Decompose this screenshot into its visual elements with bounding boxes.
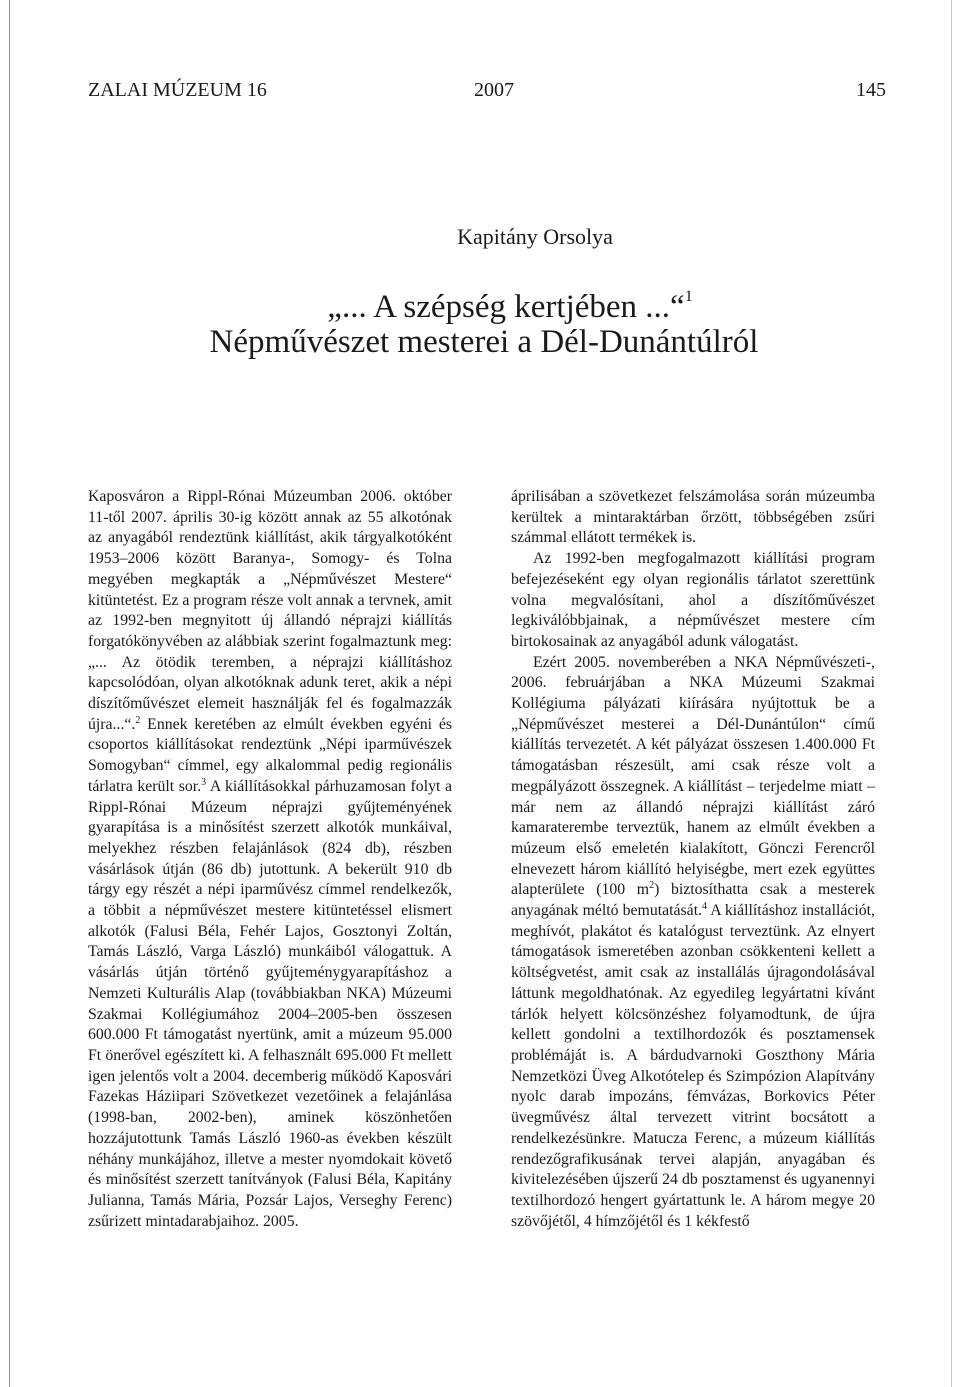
right-text-2: ) biztosíthatta csak a mesterek anyagának méltó bemutatását. — [511, 881, 876, 920]
square-meter-exponent: 2 — [649, 880, 655, 892]
footnote-ref-4: 4 — [702, 901, 708, 913]
footnote-ref-3: 3 — [201, 776, 207, 788]
left-column — [88, 487, 452, 1232]
scan-edge-right-top — [951, 0, 952, 1387]
scan-edge-left — [9, 0, 10, 1387]
left-text-2: Ennek keretében az elmúlt években egyéni és csoportos kiállításokat rendeztünk „Népi iparművészek Somogyban“ címmel, egy alkalommal pedig regionális tárlatra került sor. — [88, 715, 452, 795]
right-text-1: Ezért 2005. novemberében a NKA Népművészeti-, 2006. februárjában a NKA Múzeumi Szakmai Kollégiuma pályázati kiírására nyújtottuk be a „Népművészet mesterei a Dél-Dunántúlon“ című kiállítás tervezetét. A két pályázat összesen 1.400.000 Ft támogatásban részesült, ami csak része volt a megpályázott összegnek. A kiállítást – terjedelme miatt – már nem az állandó néprajzi kiállítást záró kamaraterembe terveztük, hanem az elmúlt években a múzeum első emeletén kialakított, Gönczi Ferencről elnevezett három kiállító helyiségbe, mert ezek együttes alapterülete (100 m — [511, 653, 875, 899]
publication-year: 2007 — [474, 79, 514, 101]
running-header — [88, 75, 886, 105]
left-text-1: Kaposváron a Rippl-Rónai Múzeumban 2006. október 11-től 2007. április 30-ig között annak az 55 alkotónak az anyagából rendeztünk kiállítást, akik tárgyalkotóként 1953–2006 között Baranya-, Somogy- és Tolna megyében megkapták a „Népművészet Mestere“ kitüntetést. Ez a program része volt annak a tervnek, amit az 1992-ben megnyitott új állandó néprajzi kiállítás forgatókönyvében az alábbiak szerint fogalmaztunk meg: „... Az ötödik teremben, a néprajzi kiállításhoz kapcsolódóan, olyan alkotóknak adunk teret, akik a népi díszítőművészet elemeit használják fel és fogalmazzák újra...“. — [88, 488, 452, 733]
author-name: Kapitány Orsolya — [457, 224, 613, 249]
right-paragraph-3 — [511, 653, 875, 1233]
right-column — [511, 487, 875, 1232]
right-paragraph-1: áprilisában a szövetkezet felszámolása során múzeumba kerültek a mintaraktárban őrzött, többségében zsűri számmal ellátott termékek is. — [511, 488, 875, 547]
footnote-ref-2: 2 — [135, 714, 141, 726]
right-text-3: A kiállításhoz installációt, meghívót, plakátot és katalógust terveztünk. Az elnyert támogatások ismeretében azonban csökkenteni kellett a költségvetést, amit csak az installálás újragondolásával láttunk megoldhatónak. Az egyedileg legyártatni kívánt tárlók helyett kölcsönzéshez folyamodtunk, de újra kellett gondolni a textilhordozók és posztamensek problémáját is. A bárdudvarnoki Goszthony Mária Nemzetközi Üveg Alkotótelep és Szimpózion Alapítvány nyolc darab impozáns, fémvázas, Borkovics Péter üvegművész által tervezett vitrint bocsátott a rendelkezésünkre. Matucza Ferenc, a múzeum kiállítás rendezőgrafikusának tervei alapján, anyagában és kivitelezésében újszerű 24 db posztamenst és ugyanennyi textilhordozó hengert gyártattunk le. A három megye 20 szövőjétől, 4 hímzőjétől és 1 kékfestő — [511, 902, 875, 1230]
left-paragraph — [88, 487, 452, 1232]
right-paragraph-2: Az 1992-ben megfogalmazott kiállítási program befejezéseként egy olyan regionális tárlatot szerettünk volna megvalósítani, ahol a díszítőművészet legkiválóbbjainak, a népművészet mestere cím birtokosainak az anyagából adunk válogatást. — [511, 550, 875, 650]
title-footnote-ref: 1 — [684, 288, 693, 305]
article-title-text: „... A szépség kertjében ...“ — [327, 289, 685, 325]
article-title — [0, 277, 960, 327]
journal-name: ZALAI MÚZEUM 16 — [88, 79, 267, 101]
left-text-3: A kiállításokkal párhuzamosan folyt a Rippl-Rónai Múzeum néprajzi gyűjteményének gyarapítása is a minősítést szerzett alkotók munkáival, melyekhez részben felajánlások (824 db), részben vásárlások útján (86 db) jutottunk. A bekerült 910 db tárgy egy részét a népi iparművész címmel rendelkezők, a többit a népművészet mestere kitüntetéssel elismert alkotók (Falusi Béla, Fehér Lajos, Gosztonyi Zoltán, Tamás László, Varga László) munkáiból válogattuk. A vásárlás útján történő gyűjteménygyarapításhoz a Nemzeti Kulturális Alap (továbbiakban NKA) Múzeumi Szakmai Kollégiumához 2004–2005-ben összesen 600.000 Ft támogatást nyertünk, amit a múzeum 95.000 Ft önerővel egészített ki. A felhasznált 695.000 Ft mellett igen jelentős volt a 2004. decemberig működő Kaposvári Fazekas Háziipari Szövetkezet vezetőinek a felajánlása (1998-ban, 2002-ben), aminek köszönhetően hozzájutottunk Tamás László 1960-as években készült néhány munkájához, illetve a mester nyomdokait követő és minősítést szerzett tanítványok (Falusi Béla, Kapitány Julianna, Tamás Mária, Pozsár Lajos, Verseghy Ferenc) zsűrizett mintadarabjaihoz. 2005. — [88, 777, 452, 1230]
page-number: 145 — [856, 79, 886, 101]
article-subtitle: Népművészet mesterei a Dél-Dunántúlról — [209, 324, 759, 360]
